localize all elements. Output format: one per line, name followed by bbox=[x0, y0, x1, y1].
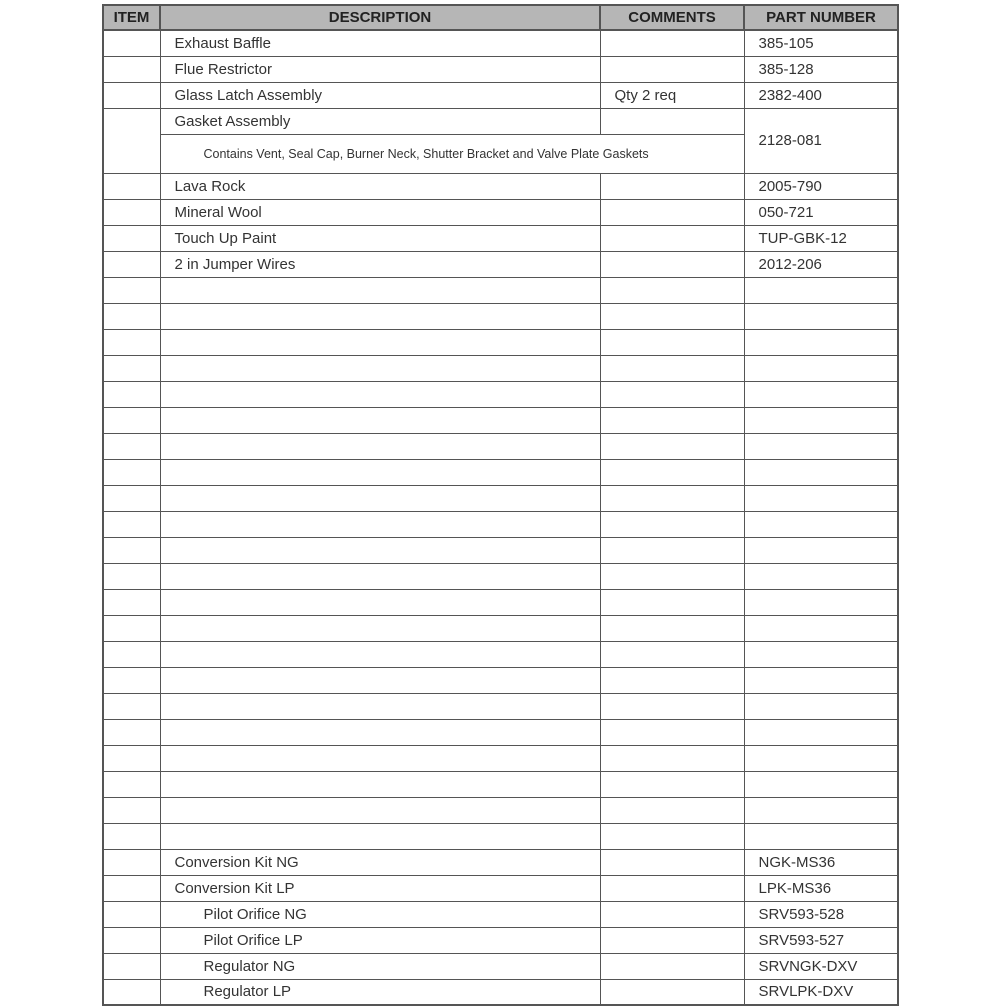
empty-row bbox=[103, 745, 898, 771]
item-cell bbox=[103, 56, 160, 82]
part-number-cell: SRV593-528 bbox=[744, 901, 898, 927]
part-number-cell bbox=[744, 511, 898, 537]
description-cell: Glass Latch Assembly bbox=[160, 82, 600, 108]
item-cell bbox=[103, 459, 160, 485]
table-body bbox=[103, 30, 898, 1005]
table-row bbox=[103, 251, 898, 277]
comments-cell: Qty 2 req bbox=[600, 82, 744, 108]
item-cell bbox=[103, 355, 160, 381]
item-cell bbox=[103, 511, 160, 537]
description-cell: Regulator NG bbox=[160, 953, 600, 979]
empty-row bbox=[103, 771, 898, 797]
item-cell bbox=[103, 30, 160, 56]
item-cell bbox=[103, 82, 160, 108]
comments-cell bbox=[600, 693, 744, 719]
table-row bbox=[103, 927, 898, 953]
description-cell: Gasket Assembly bbox=[160, 108, 600, 134]
comments-cell bbox=[600, 407, 744, 433]
empty-row bbox=[103, 537, 898, 563]
description-cell: Regulator LP bbox=[160, 979, 600, 1005]
part-number-cell: 2128-081 bbox=[744, 108, 898, 173]
item-cell bbox=[103, 485, 160, 511]
part-number-cell bbox=[744, 329, 898, 355]
table-row bbox=[103, 849, 898, 875]
description-cell bbox=[160, 355, 600, 381]
description-cell bbox=[160, 381, 600, 407]
description-cell: Pilot Orifice NG bbox=[160, 901, 600, 927]
description-cell bbox=[160, 329, 600, 355]
item-cell bbox=[103, 563, 160, 589]
description-cell bbox=[160, 407, 600, 433]
part-number-cell: NGK-MS36 bbox=[744, 849, 898, 875]
comments-cell bbox=[600, 459, 744, 485]
comments-cell bbox=[600, 797, 744, 823]
part-number-cell bbox=[744, 641, 898, 667]
item-cell bbox=[103, 199, 160, 225]
parts-table bbox=[102, 4, 899, 1006]
comments-cell bbox=[600, 927, 744, 953]
item-cell bbox=[103, 979, 160, 1005]
table-row bbox=[103, 225, 898, 251]
description-cell bbox=[160, 693, 600, 719]
table-row bbox=[103, 173, 898, 199]
description-cell bbox=[160, 823, 600, 849]
item-cell bbox=[103, 589, 160, 615]
part-number-cell bbox=[744, 485, 898, 511]
comments-cell bbox=[600, 719, 744, 745]
description-cell: 2 in Jumper Wires bbox=[160, 251, 600, 277]
part-number-cell: SRVNGK-DXV bbox=[744, 953, 898, 979]
part-number-cell bbox=[744, 303, 898, 329]
part-number-cell: SRV593-527 bbox=[744, 927, 898, 953]
header-part-number: PART NUMBER bbox=[744, 5, 898, 30]
part-number-cell bbox=[744, 615, 898, 641]
empty-row bbox=[103, 589, 898, 615]
part-number-cell: 385-105 bbox=[744, 30, 898, 56]
comments-cell bbox=[600, 537, 744, 563]
part-number-cell bbox=[744, 797, 898, 823]
item-cell bbox=[103, 667, 160, 693]
item-cell bbox=[103, 719, 160, 745]
part-number-cell: 2382-400 bbox=[744, 82, 898, 108]
description-cell: Exhaust Baffle bbox=[160, 30, 600, 56]
comments-cell bbox=[600, 953, 744, 979]
description-cell: Conversion Kit LP bbox=[160, 875, 600, 901]
empty-row bbox=[103, 615, 898, 641]
comments-cell bbox=[600, 329, 744, 355]
empty-row bbox=[103, 433, 898, 459]
description-note: Contains Vent, Seal Cap, Burner Neck, Shutter Bracket and Valve Plate Gaskets bbox=[160, 134, 744, 173]
comments-cell bbox=[600, 303, 744, 329]
comments-cell bbox=[600, 485, 744, 511]
part-number-cell bbox=[744, 433, 898, 459]
comments-cell bbox=[600, 56, 744, 82]
table-row bbox=[103, 30, 898, 56]
item-cell bbox=[103, 901, 160, 927]
comments-cell bbox=[600, 849, 744, 875]
comments-cell bbox=[600, 381, 744, 407]
empty-row bbox=[103, 485, 898, 511]
empty-row bbox=[103, 693, 898, 719]
empty-row bbox=[103, 407, 898, 433]
item-cell bbox=[103, 381, 160, 407]
item-cell bbox=[103, 953, 160, 979]
part-number-cell: 385-128 bbox=[744, 56, 898, 82]
empty-row bbox=[103, 797, 898, 823]
comments-cell bbox=[600, 615, 744, 641]
description-cell bbox=[160, 277, 600, 303]
empty-row bbox=[103, 511, 898, 537]
part-number-cell bbox=[744, 693, 898, 719]
item-cell bbox=[103, 641, 160, 667]
header-item: ITEM bbox=[103, 5, 160, 30]
description-cell bbox=[160, 433, 600, 459]
part-number-cell: TUP-GBK-12 bbox=[744, 225, 898, 251]
description-cell bbox=[160, 615, 600, 641]
empty-row bbox=[103, 563, 898, 589]
description-cell bbox=[160, 719, 600, 745]
comments-cell bbox=[600, 511, 744, 537]
table-row bbox=[103, 82, 898, 108]
empty-row bbox=[103, 667, 898, 693]
table-row bbox=[103, 56, 898, 82]
part-number-cell bbox=[744, 667, 898, 693]
part-number-cell bbox=[744, 459, 898, 485]
table-row bbox=[103, 979, 898, 1005]
comments-cell bbox=[600, 108, 744, 134]
comments-cell bbox=[600, 199, 744, 225]
part-number-cell: LPK-MS36 bbox=[744, 875, 898, 901]
empty-row bbox=[103, 823, 898, 849]
comments-cell bbox=[600, 225, 744, 251]
part-number-cell bbox=[744, 771, 898, 797]
comments-cell bbox=[600, 173, 744, 199]
empty-row bbox=[103, 381, 898, 407]
header-comments: COMMENTS bbox=[600, 5, 744, 30]
table-row bbox=[103, 901, 898, 927]
comments-cell bbox=[600, 251, 744, 277]
item-cell bbox=[103, 433, 160, 459]
item-cell bbox=[103, 329, 160, 355]
item-cell bbox=[103, 823, 160, 849]
comments-cell bbox=[600, 355, 744, 381]
description-cell bbox=[160, 667, 600, 693]
item-cell bbox=[103, 173, 160, 199]
item-cell bbox=[103, 927, 160, 953]
comments-cell bbox=[600, 563, 744, 589]
table-row bbox=[103, 953, 898, 979]
description-cell bbox=[160, 485, 600, 511]
comments-cell bbox=[600, 745, 744, 771]
comments-cell bbox=[600, 901, 744, 927]
comments-cell bbox=[600, 589, 744, 615]
table-row bbox=[103, 875, 898, 901]
part-number-cell bbox=[744, 719, 898, 745]
part-number-cell bbox=[744, 537, 898, 563]
part-number-cell: 2005-790 bbox=[744, 173, 898, 199]
empty-row bbox=[103, 355, 898, 381]
comments-cell bbox=[600, 30, 744, 56]
item-cell bbox=[103, 108, 160, 173]
comments-cell bbox=[600, 823, 744, 849]
item-cell bbox=[103, 225, 160, 251]
part-number-cell: 050-721 bbox=[744, 199, 898, 225]
header-description: DESCRIPTION bbox=[160, 5, 600, 30]
part-number-cell bbox=[744, 745, 898, 771]
empty-row bbox=[103, 303, 898, 329]
part-number-cell bbox=[744, 823, 898, 849]
part-number-cell bbox=[744, 589, 898, 615]
item-cell bbox=[103, 251, 160, 277]
item-cell bbox=[103, 407, 160, 433]
item-cell bbox=[103, 875, 160, 901]
description-cell bbox=[160, 797, 600, 823]
description-cell: Mineral Wool bbox=[160, 199, 600, 225]
empty-row bbox=[103, 459, 898, 485]
comments-cell bbox=[600, 667, 744, 693]
part-number-cell: SRVLPK-DXV bbox=[744, 979, 898, 1005]
part-number-cell bbox=[744, 355, 898, 381]
part-number-cell: 2012-206 bbox=[744, 251, 898, 277]
description-cell: Touch Up Paint bbox=[160, 225, 600, 251]
empty-row bbox=[103, 719, 898, 745]
description-cell bbox=[160, 589, 600, 615]
empty-row bbox=[103, 641, 898, 667]
description-cell bbox=[160, 641, 600, 667]
comments-cell bbox=[600, 277, 744, 303]
description-cell: Conversion Kit NG bbox=[160, 849, 600, 875]
part-number-cell bbox=[744, 407, 898, 433]
description-cell bbox=[160, 563, 600, 589]
description-cell: Flue Restrictor bbox=[160, 56, 600, 82]
description-cell bbox=[160, 303, 600, 329]
comments-cell bbox=[600, 433, 744, 459]
description-cell: Pilot Orifice LP bbox=[160, 927, 600, 953]
item-cell bbox=[103, 303, 160, 329]
description-cell bbox=[160, 537, 600, 563]
description-cell bbox=[160, 745, 600, 771]
description-cell bbox=[160, 459, 600, 485]
table-row bbox=[103, 199, 898, 225]
comments-cell bbox=[600, 979, 744, 1005]
item-cell bbox=[103, 537, 160, 563]
description-cell bbox=[160, 771, 600, 797]
item-cell bbox=[103, 615, 160, 641]
item-cell bbox=[103, 745, 160, 771]
comments-cell bbox=[600, 641, 744, 667]
part-number-cell bbox=[744, 563, 898, 589]
table-row bbox=[103, 108, 898, 134]
item-cell bbox=[103, 849, 160, 875]
description-cell: Lava Rock bbox=[160, 173, 600, 199]
comments-cell bbox=[600, 771, 744, 797]
item-cell bbox=[103, 277, 160, 303]
part-number-cell bbox=[744, 277, 898, 303]
empty-row bbox=[103, 277, 898, 303]
item-cell bbox=[103, 771, 160, 797]
item-cell bbox=[103, 693, 160, 719]
header-row bbox=[103, 5, 898, 30]
comments-cell bbox=[600, 875, 744, 901]
part-number-cell bbox=[744, 381, 898, 407]
empty-row bbox=[103, 329, 898, 355]
description-cell bbox=[160, 511, 600, 537]
item-cell bbox=[103, 797, 160, 823]
